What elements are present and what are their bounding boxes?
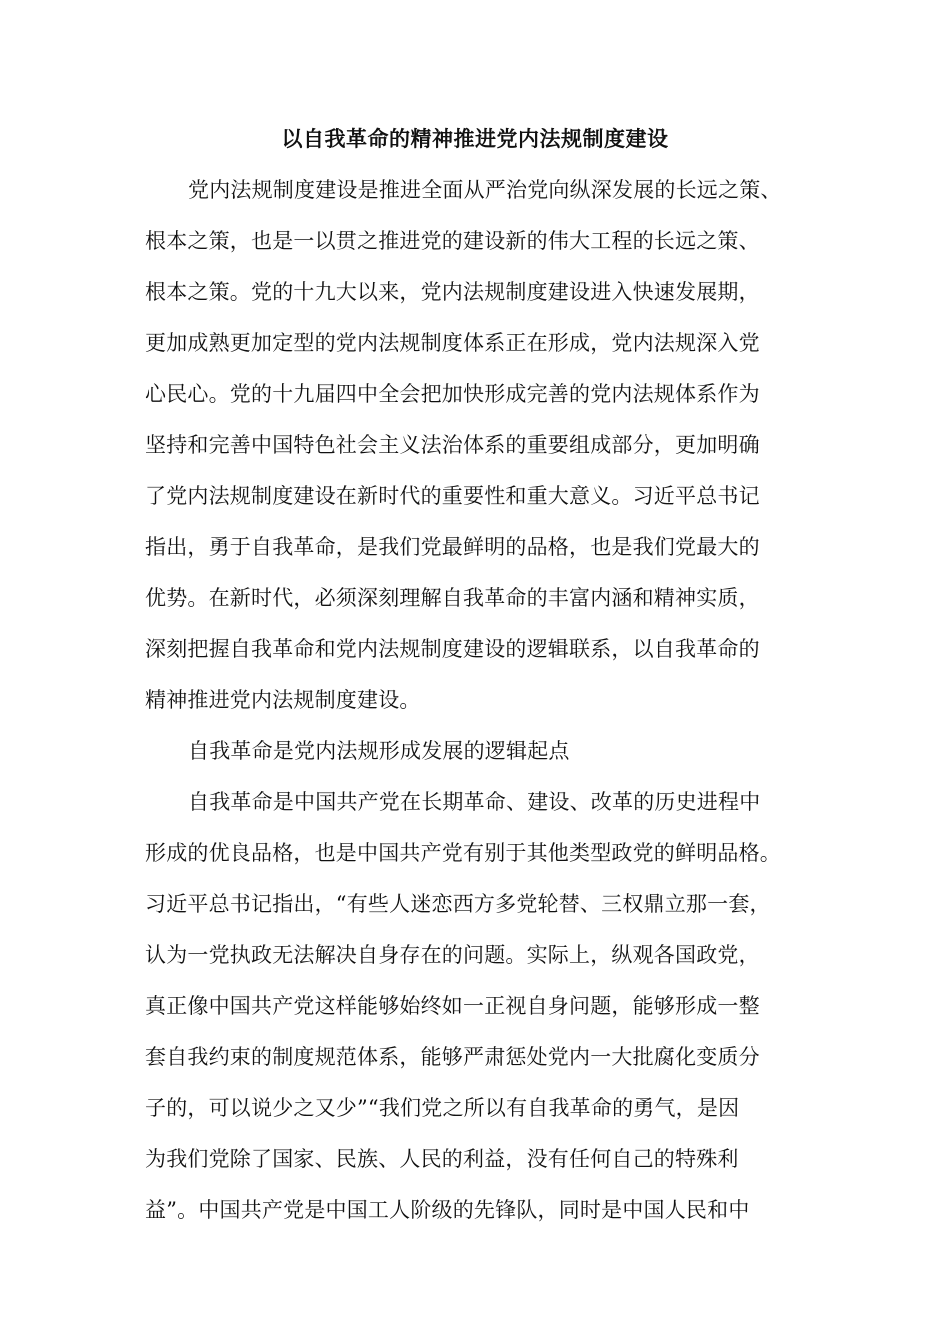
paragraph-line: 真正像中国共产党这样能够始终如一正视自身问题，能够形成一整 — [145, 994, 760, 1018]
paragraph-line: 深刻把握自我革命和党内法规制度建设的逻辑联系，以自我革命的 — [145, 637, 760, 661]
paragraph-line: 更加成熟更加定型的党内法规制度体系正在形成，党内法规深入党 — [145, 331, 760, 355]
paragraph-line: 根本之策。党的十九大以来，党内法规制度建设进入快速发展期， — [145, 280, 760, 304]
paragraph-line: 了党内法规制度建设在新时代的重要性和重大意义。习近平总书记 — [145, 484, 760, 508]
paragraph-line: 优势。在新时代，必须深刻理解自我革命的丰富内涵和精神实质， — [145, 586, 760, 610]
paragraph-line: 为我们党除了国家、民族、人民的利益，没有任何自己的特殊利 — [145, 1147, 739, 1171]
paragraph-line: 形成的优良品格，也是中国共产党有别于其他类型政党的鲜明品格。 — [145, 841, 781, 865]
paragraph-line: 党内法规制度建设是推进全面从严治党向纵深发展的长远之策、 — [188, 178, 782, 202]
paragraph-line: 认为一党执政无法解决自身存在的问题。实际上，纵观各国政党， — [145, 943, 760, 967]
paragraph-line: 指出，勇于自我革命，是我们党最鲜明的品格，也是我们党最大的 — [145, 535, 760, 559]
paragraph-line: 习近平总书记指出，“有些人迷恋西方多党轮替、三权鼎立那一套， — [145, 892, 771, 916]
paragraph-line: 自我革命是中国共产党在长期革命、建设、改革的历史进程中 — [188, 790, 761, 814]
paragraph-line: 精神推进党内法规制度建设。 — [145, 688, 421, 712]
paragraph-line: 根本之策，也是一以贯之推进党的建设新的伟大工程的长远之策、 — [145, 229, 760, 253]
paragraph-line: 坚持和完善中国特色社会主义法治体系的重要组成部分，更加明确 — [145, 433, 760, 457]
document-title: 以自我革命的精神推进党内法规制度建设 — [281, 126, 669, 151]
paragraph-line: 心民心。党的十九届四中全会把加快形成完善的党内法规体系作为 — [145, 382, 760, 406]
paragraph-line: 益”。中国共产党是中国工人阶级的先锋队，同时是中国人民和中 — [145, 1198, 750, 1222]
section-heading: 自我革命是党内法规形成发展的逻辑起点 — [188, 739, 570, 763]
paragraph-line: 子的，可以说少之又少”“我们党之所以有自我革命的勇气，是因 — [145, 1096, 740, 1120]
paragraph-line: 套自我约束的制度规范体系，能够严肃惩处党内一大批腐化变质分 — [145, 1045, 760, 1069]
